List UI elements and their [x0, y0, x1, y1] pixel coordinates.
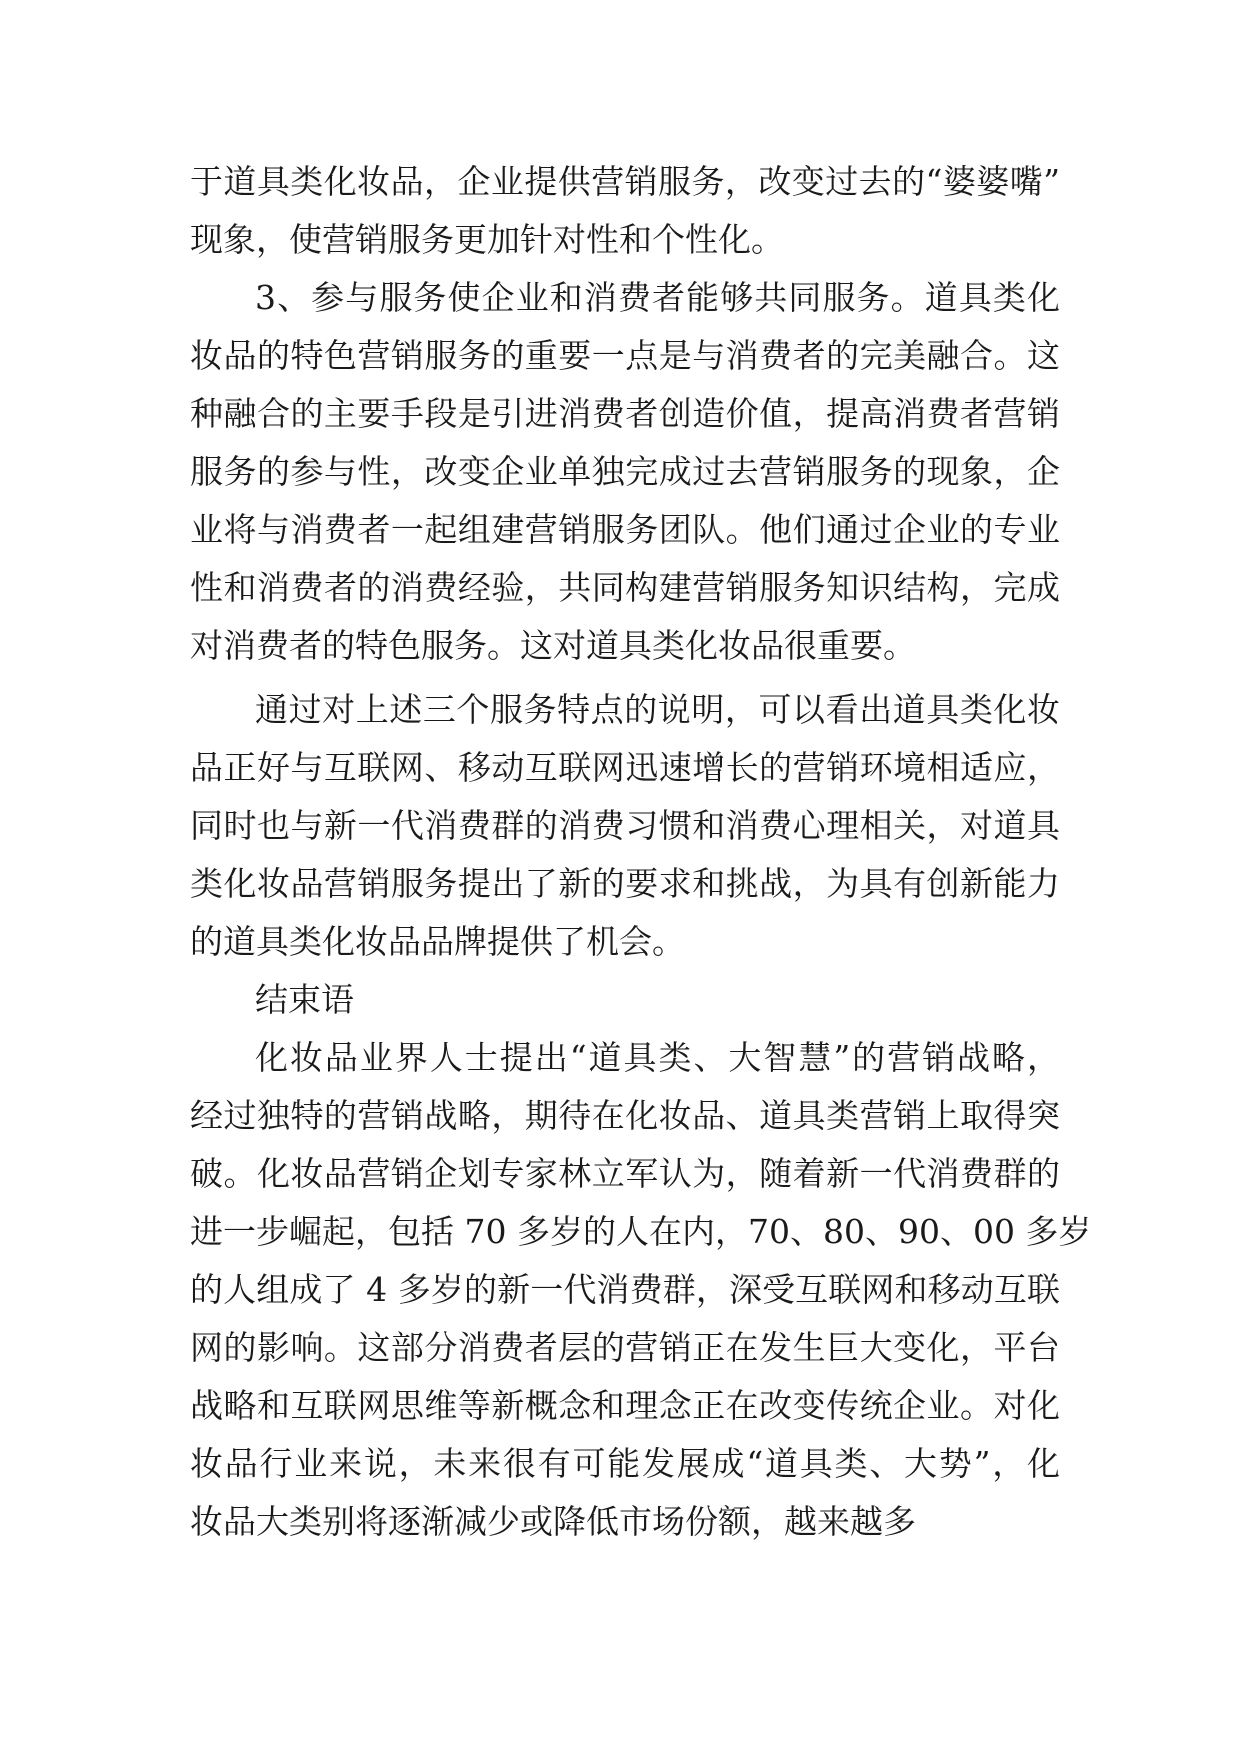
text-line: 现象，使营销服务更加针对性和个性化。 — [190, 220, 784, 259]
text-line: 的人组成了 4 多岁的新一代消费群，深受互联网和移动互联 — [190, 1270, 1060, 1309]
text-line: 妆品的特色营销服务的重要一点是与消费者的完美融合。这 — [190, 336, 1060, 375]
text-line: 妆品大类别将逐渐减少或降低市场份额，越来越多 — [190, 1502, 916, 1541]
text-line: 服务的参与性，改变企业单独完成过去营销服务的现象，企 — [190, 452, 1060, 491]
text-line: 类化妆品营销服务提出了新的要求和挑战，为具有创新能力 — [190, 864, 1060, 903]
text-line: 种融合的主要手段是引进消费者创造价值，提高消费者营销 — [190, 394, 1060, 433]
text-line: 的道具类化妆品品牌提供了机会。 — [190, 922, 685, 961]
text-line: 业将与消费者一起组建营销服务团队。他们通过企业的专业 — [190, 510, 1060, 549]
text-line: 网的影响。这部分消费者层的营销正在发生巨大变化，平台 — [190, 1328, 1060, 1367]
text-line: 战略和互联网思维等新概念和理念正在改变传统企业。对化 — [190, 1386, 1060, 1425]
text-line: 破。化妆品营销企划专家林立军认为，随着新一代消费群的 — [190, 1154, 1060, 1193]
section-heading: 结束语 — [255, 980, 354, 1019]
text-line: 于道具类化妆品，企业提供营销服务，改变过去的“婆婆嘴” — [190, 162, 1060, 201]
text-line: 经过独特的营销战略，期待在化妆品、道具类营销上取得突 — [190, 1096, 1060, 1135]
text-line: 化妆品业界人士提出“道具类、大智慧”的营销战略， — [255, 1038, 1060, 1077]
text-line: 进一步崛起，包括 70 多岁的人在内，70、80、90、00 多岁 — [190, 1212, 1092, 1251]
text-line: 同时也与新一代消费群的消费习惯和消费心理相关，对道具 — [190, 806, 1060, 845]
text-line: 妆品行业来说，未来很有可能发展成“道具类、大势”，化 — [190, 1444, 1060, 1483]
text-line: 3、参与服务使企业和消费者能够共同服务。道具类化 — [255, 278, 1060, 317]
text-line: 性和消费者的消费经验，共同构建营销服务知识结构，完成 — [190, 568, 1060, 607]
text-line: 品正好与互联网、移动互联网迅速增长的营销环境相适应， — [190, 748, 1060, 787]
text-line: 通过对上述三个服务特点的说明，可以看出道具类化妆 — [255, 690, 1060, 729]
text-line: 对消费者的特色服务。这对道具类化妆品很重要。 — [190, 626, 916, 665]
